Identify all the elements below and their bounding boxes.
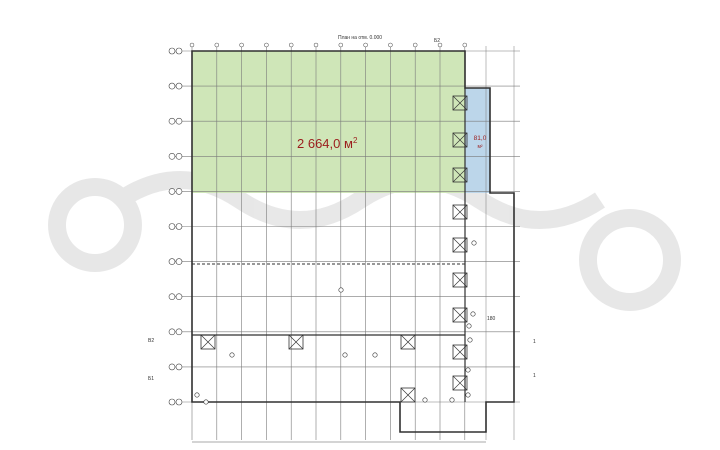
marker-circle (466, 393, 470, 397)
marker-circle (339, 288, 343, 292)
axis-bubble (169, 259, 175, 265)
marker-circle (467, 324, 471, 328)
axis-bubble (169, 329, 175, 335)
axis-tick (463, 43, 467, 47)
marker-circle (230, 353, 234, 357)
axis-bubble (176, 83, 182, 89)
large-area-fill (192, 51, 465, 193)
marker-circle (343, 353, 347, 357)
right-mark-1: 1 (533, 339, 536, 345)
large-area-value: 2 664,0 м (297, 136, 353, 151)
axis-bubble (169, 118, 175, 124)
marker-circle (204, 400, 208, 404)
axis-bubble (169, 224, 175, 230)
plan-title: План на отм. 0.000 (337, 35, 383, 41)
axis-tick (264, 43, 268, 47)
axis-bubble (176, 188, 182, 194)
marker-circle (466, 368, 470, 372)
large-area-label (297, 136, 358, 151)
axis-bubble (169, 153, 175, 159)
marker-circle (471, 312, 475, 316)
axis-bubble (169, 83, 175, 89)
marker-circle (423, 398, 427, 402)
marker-circle (472, 241, 476, 245)
axis-tick (339, 43, 343, 47)
axis-bubble (169, 364, 175, 370)
top-axis-ticks (190, 43, 467, 47)
axis-bubble (176, 294, 182, 300)
axis-bubble (176, 364, 182, 370)
left-mark-1: В2 (148, 338, 155, 344)
axis-bubble (176, 48, 182, 54)
axis-bubble (169, 188, 175, 194)
axis-bubble (176, 399, 182, 405)
marker-circle (468, 338, 472, 342)
axis-tick (413, 43, 417, 47)
small-area-label-1: 81,0 (473, 135, 487, 142)
axis-bubble (169, 48, 175, 54)
axis-tick (364, 43, 368, 47)
left-mark-2: Б1 (148, 376, 155, 382)
axis-tick (240, 43, 244, 47)
axis-tick (215, 43, 219, 47)
axis-bubble (176, 329, 182, 335)
marker-circle (373, 353, 377, 357)
marker-circles (195, 241, 476, 404)
axis-bubble (176, 259, 182, 265)
watermark (57, 180, 672, 302)
marker-circle (195, 393, 199, 397)
axis-tick (388, 43, 392, 47)
top-right-mark: Б2 (434, 38, 441, 44)
axis-tick (289, 43, 293, 47)
large-area-superscript: 2 (352, 136, 358, 145)
axis-bubble (176, 153, 182, 159)
marker-circle (450, 398, 454, 402)
small-area-label-2: м² (477, 144, 483, 150)
axis-bubble (169, 294, 175, 300)
axis-bubble (176, 118, 182, 124)
axis-tick (190, 43, 194, 47)
right-mark-2: 1 (533, 373, 536, 379)
section-mark: 180 (487, 316, 496, 322)
axis-tick (314, 43, 318, 47)
axis-bubble (176, 224, 182, 230)
axis-bubble (169, 399, 175, 405)
